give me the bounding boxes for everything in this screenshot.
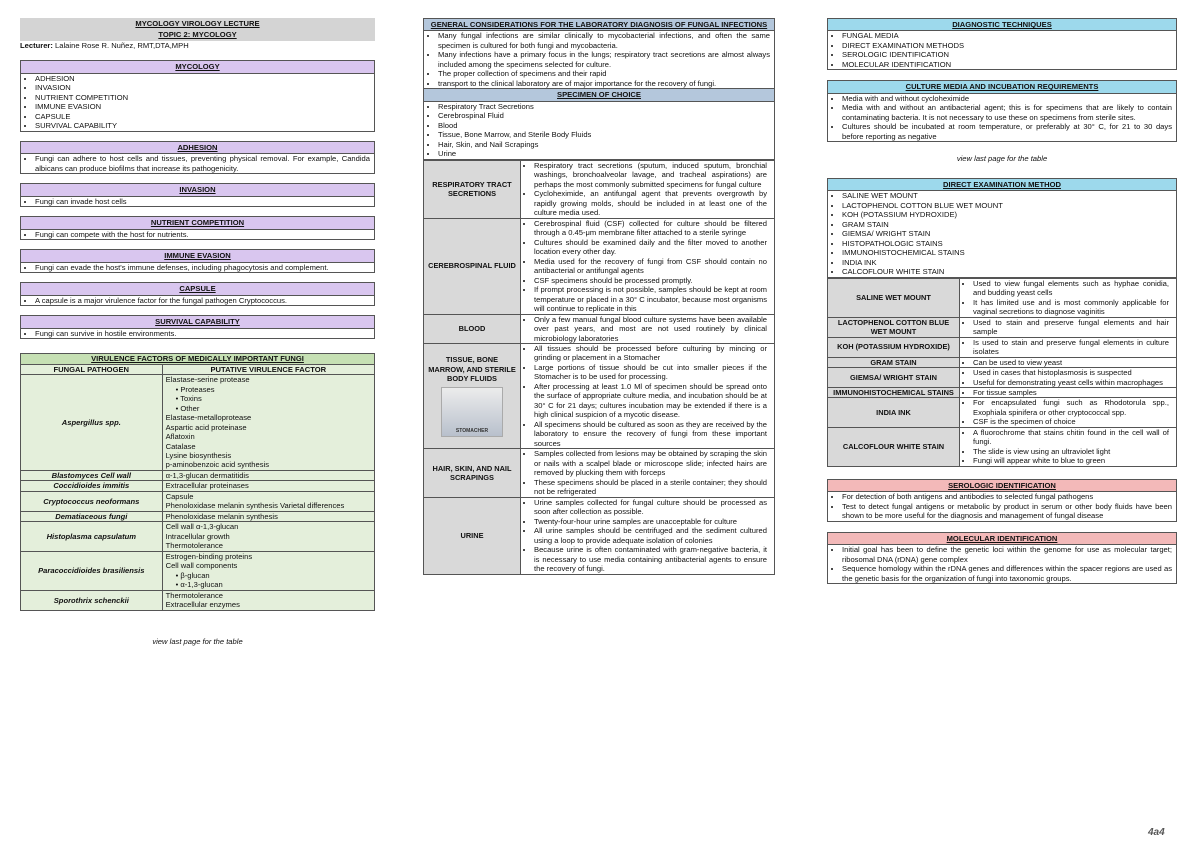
- direct-section: [827, 178, 1177, 467]
- specimen-header: SPECIMEN OF CHOICE: [423, 89, 775, 101]
- list-item: • Can be used to view yeast: [973, 358, 1169, 367]
- list-item: • HISTOPATHOLOGIC STAINS: [842, 239, 1172, 248]
- specimen-detail-cell: [521, 160, 775, 218]
- list-item: • KOH (POTASSIUM HYDROXIDE): [842, 210, 1172, 219]
- list-item: • INDIA INK: [842, 258, 1172, 267]
- list-item: • NUTRIENT COMPETITION: [35, 93, 370, 102]
- list-item: • SEROLOGIC IDENTIFICATION: [842, 50, 1172, 59]
- method-label: INDIA INK: [828, 398, 960, 427]
- list-item: • The slide is view using an ultraviolet light: [973, 447, 1169, 456]
- factor-item: Catalase: [165, 441, 196, 451]
- factor-cell: [162, 470, 374, 480]
- adhesion-header: ADHESION: [20, 141, 375, 154]
- list-item: • After processing at least 1.0 Ml of specimen should be spread onto the surface of appropriate culture media, and incubation should be at 30° C for 21 days; cultures incubation may be extended if there is a high clinical suspicion of a mycotic disease.: [534, 382, 767, 420]
- specimen-label: TISSUE, BONE MARROW, AND STERILE BODY FLUIDS: [428, 355, 516, 383]
- specimen-label: RESPIRATORY TRACT SECRETIONS: [432, 179, 512, 199]
- method-label: IMMUNOHISTOCHEMICAL STAINS: [828, 387, 960, 397]
- list-item: • GIEMSA/ WRIGHT STAIN: [842, 229, 1172, 238]
- table-row: [21, 590, 375, 610]
- factor-item: α-1,3-glucan dermatitidis: [165, 470, 249, 480]
- specimen-detail-cell: [521, 314, 775, 343]
- list-item: • Cultures should be examined daily and the filter moved to another location every other day.: [534, 238, 767, 257]
- list-item: • Media used for the recovery of fungi from CSF should contain no antibacterial or antifungal agents: [534, 257, 767, 276]
- invasion-text: • Fungi can invade host cells: [35, 197, 370, 206]
- factor-item: • Proteases: [175, 384, 215, 394]
- list-item: • A fluorochrome that stains chitin found in the cell wall of fungi.: [973, 428, 1169, 447]
- specimen-label-cell: [424, 449, 521, 497]
- table-row: [21, 522, 375, 551]
- pathogen-cell: Coccidioides immitis: [21, 481, 163, 491]
- mycology-list: [21, 74, 374, 131]
- list-item: • Initial goal has been to define the genetic loci within the genome for use as molecular target; ribosomal DNA (rDNA) gene complex: [842, 545, 1172, 564]
- list-item: • All specimens should be cultured as soon as they are received by the laboratory to ensure the recovery of fungi from these important sources: [534, 420, 767, 448]
- list-item: • DIRECT EXAMINATION METHODS: [842, 41, 1172, 50]
- factor-item: Estrogen-binding proteins: [165, 551, 253, 561]
- list-item: • Sequence homology within the rDNA genes and differences within the spacer regions are used as the genetic basis for the organization of fungi into taxonomic groups.: [842, 564, 1172, 583]
- list-item: • The proper collection of specimens and their rapid: [438, 69, 770, 78]
- survival-header: SURVIVAL CAPABILITY: [20, 315, 375, 328]
- table-row: [21, 375, 375, 471]
- factor-item: • β-glucan: [175, 570, 210, 580]
- diag-header: DIAGNOSTIC TECHNIQUES: [827, 18, 1177, 31]
- method-label: GRAM STAIN: [828, 357, 960, 367]
- factor-item: Cell wall α-1,3-glucan: [165, 522, 239, 532]
- invasion-section: [20, 183, 375, 207]
- factor-item: Thermotolerance: [165, 590, 223, 600]
- method-detail-cell: [960, 317, 1177, 337]
- list-item: • SURVIVAL CAPABILITY: [35, 121, 370, 130]
- lecturer-line: [20, 41, 375, 50]
- factor-cell: [162, 511, 374, 521]
- table-row: [424, 218, 775, 314]
- list-item: • These specimens should be placed in a sterile container; they should not be refrigerated: [534, 478, 767, 497]
- general-list: [424, 31, 774, 88]
- list-item: • It has limited use and is most commonly applicable for vaginal secretions to diagnose vaginitis: [973, 298, 1169, 317]
- list-item: • Large portions of tissue should be cut into smaller pieces if the Stomacher is to be used for processing.: [534, 363, 767, 382]
- method-label: CALCOFLOUR WHITE STAIN: [828, 427, 960, 466]
- list-item: • Media with and without cycloheximide: [842, 94, 1172, 103]
- table-row: [424, 497, 775, 574]
- column-left: [20, 18, 375, 646]
- list-item: • IMMUNOHISTOCHEMICAL STAINS: [842, 248, 1172, 257]
- factor-item: Elastase-metalloprotease: [165, 413, 252, 423]
- list-item: • Tissue, Bone Marrow, and Sterile Body Fluids: [438, 130, 770, 139]
- topic-title: TOPIC 2: MYCOLOGY: [20, 29, 375, 40]
- list-item: • Many fungal infections are similar clinically to mycobacterial infections, and often the same specimen is cultured for both fungi and mycobacteria.: [438, 31, 770, 50]
- list-item: • LACTOPHENOL COTTON BLUE WET MOUNT: [842, 201, 1172, 210]
- serologic-header: SEROLOGIC IDENTIFICATION: [827, 479, 1177, 492]
- stomacher-image: [441, 387, 503, 437]
- direct-header: DIRECT EXAMINATION METHOD: [827, 178, 1177, 191]
- lecturer-name: Lalaine Rose R. Nuñez, RMT,DTA,MPH: [55, 40, 189, 50]
- survival-section: [20, 315, 375, 339]
- list-item: • Respiratory tract secretions (sputum, induced sputum, bronchial washings, bronchoalveolar lavage, and tracheal aspirations) are perhaps the most commonly submitted specimens for fungal culture: [534, 161, 767, 189]
- list-item: • Cultures should be incubated at room temperature, or preferably at 30° C, for 21 to 30 days before reporting as negative: [842, 122, 1172, 141]
- immune-text: • Fungi can evade the host's immune defenses, including phagocytosis and complement.: [35, 263, 370, 272]
- nutrient-section: [20, 216, 375, 240]
- method-detail-cell: [960, 387, 1177, 397]
- immune-section: [20, 249, 375, 273]
- invasion-header: INVASION: [20, 183, 375, 196]
- list-item: • SALINE WET MOUNT: [842, 191, 1172, 200]
- factor-item: Elastase-serine protease: [165, 375, 250, 385]
- list-item: • Only a few manual fungal blood culture systems have been available over past years, and most are not used routinely by clinical microbiology laboratories: [534, 315, 767, 343]
- col-header-pathogen: FUNGAL PATHOGEN: [21, 364, 163, 374]
- factor-item: Capsule: [165, 491, 194, 501]
- col-header-factor: PUTATIVE VIRULENCE FACTOR: [162, 364, 374, 374]
- specimen-label: HAIR, SKIN, AND NAIL SCRAPINGS: [432, 463, 512, 483]
- mycology-header: MYCOLOGY: [20, 60, 375, 73]
- factor-item: • α-1,3-glucan: [175, 580, 223, 590]
- adhesion-section: [20, 141, 375, 174]
- culture-header: CULTURE MEDIA AND INCUBATION REQUIREMENTS: [827, 80, 1177, 93]
- specimen-detail-cell: [521, 497, 775, 574]
- factor-cell: [162, 522, 374, 551]
- method-label: KOH (POTASSIUM HYDROXIDE): [828, 337, 960, 357]
- factor-item: Extracellular enzymes: [165, 600, 240, 610]
- general-header: GENERAL CONSIDERATIONS FOR THE LABORATORY DIAGNOSIS OF FUNGAL INFECTIONS: [423, 18, 775, 31]
- culture-section: [827, 80, 1177, 142]
- method-detail-cell: [960, 357, 1177, 367]
- method-detail-cell: [960, 398, 1177, 427]
- capsule-section: [20, 282, 375, 306]
- factor-item: Aflatoxin: [165, 432, 195, 442]
- list-item: • Useful for demonstrating yeast cells within macrophages: [973, 378, 1169, 387]
- survival-text: • Fungi can survive in hostile environments.: [35, 329, 370, 338]
- specimen-label: URINE: [460, 531, 484, 541]
- molecular-header: MOLECULAR IDENTIFICATION: [827, 532, 1177, 545]
- lecture-title: MYCOLOGY VIROLOGY LECTURE: [20, 18, 375, 29]
- method-detail-cell: [960, 337, 1177, 357]
- list-item: • CALCOFLOUR WHITE STAIN: [842, 267, 1172, 276]
- table-row: [828, 278, 1177, 317]
- molecular-section: [827, 532, 1177, 584]
- list-item: • Blood: [438, 121, 770, 130]
- factor-cell: [162, 481, 374, 491]
- factor-cell: [162, 590, 374, 610]
- method-label: GIEMSA/ WRIGHT STAIN: [828, 368, 960, 388]
- table-row: [828, 368, 1177, 388]
- factor-item: Cell wall components: [165, 561, 238, 571]
- factor-cell: [162, 375, 374, 471]
- specimen-label-cell: [424, 497, 521, 574]
- table-row: [21, 511, 375, 521]
- list-item: • Cerebrospinal Fluid: [438, 111, 770, 120]
- pathogen-cell: Blastomyces Cell wall: [21, 470, 163, 480]
- table-row: [828, 317, 1177, 337]
- pathogen-cell: Dematiaceous fungi: [21, 511, 163, 521]
- list-item: • CSF is the specimen of choice: [973, 417, 1169, 426]
- list-item: • Twenty-four-hour urine samples are unacceptable for culture: [534, 517, 767, 526]
- list-item: • For tissue samples: [973, 388, 1169, 397]
- list-item: • Many infections have a primary focus in the lungs; respiratory tract secretions are almost always included among the specimens selected for culture.: [438, 50, 770, 69]
- immune-header: IMMUNE EVASION: [20, 249, 375, 262]
- mycology-section: [20, 60, 375, 131]
- table-row: [828, 427, 1177, 466]
- table-row: [828, 337, 1177, 357]
- factor-item: Intracellular growth: [165, 531, 230, 541]
- table-row: [21, 491, 375, 511]
- stomacher-caption: STOMACHER: [455, 427, 489, 434]
- list-item: • Because urine is often contaminated with gram-negative bacteria, it is necessary to use media containing antibacterial agents to ensure the recovery of fungi.: [534, 545, 767, 573]
- list-item: • Fungi will appear white to blue to green: [973, 456, 1169, 465]
- list-item: • Samples collected from lesions may be obtained by scraping the skin or nails with a scalpel blade or microscope slide; infected hairs are removed by plucking them with forceps: [534, 449, 767, 477]
- list-item: • INVASION: [35, 83, 370, 92]
- list-item: • Test to detect fungal antigens or metabolic by product in serum or other body fluids have been shown to be more useful for the diagnosis and management of fungal disease: [842, 502, 1172, 521]
- lecturer-label: Lecturer:: [20, 40, 53, 50]
- specimen-detail-cell: [521, 218, 775, 314]
- method-detail-cell: [960, 427, 1177, 466]
- list-item: • If prompt processing is not possible, samples should be kept at room temperature or placed in a 30° C incubator, because most organisms will continue to replicate in this: [534, 285, 767, 313]
- list-item: • ADHESION: [35, 74, 370, 83]
- list-item: • MOLECULAR IDENTIFICATION: [842, 60, 1172, 69]
- factor-item: Lysine biosynthesis: [165, 450, 232, 460]
- view-last-page-note: view last page for the table: [956, 154, 1048, 164]
- method-detail-cell: [960, 368, 1177, 388]
- virulence-header: VIRULENCE FACTORS OF MEDICALLY IMPORTANT FUNGI: [21, 354, 375, 364]
- table-row: [828, 398, 1177, 427]
- list-item: • Cerebrospinal fluid (CSF) collected for culture should be filtered through a 0.45-μm membrane filter attached to a sterile syringe: [534, 219, 767, 238]
- specimen-detail-cell: [521, 449, 775, 497]
- list-item: • Hair, Skin, and Nail Scrapings: [438, 140, 770, 149]
- list-item: • transport to the clinical laboratory are of major importance for the recovery of fungi.: [438, 79, 770, 88]
- list-item: • GRAM STAIN: [842, 220, 1172, 229]
- column-middle: [423, 18, 775, 575]
- factor-item: Phenoloxidase melanin synthesis Varietal differences: [165, 501, 345, 511]
- view-last-page-note: view last page for the table: [152, 636, 243, 646]
- method-detail-cell: [960, 278, 1177, 317]
- column-right: [827, 18, 1177, 584]
- list-item: • Respiratory Tract Secretions: [438, 102, 770, 111]
- list-item: • Media with and without an antibacterial agent; this is for specimens that are likely to contain contaminating bacteria. It is not necessary to use these on specimens from sterile sites.: [842, 103, 1172, 122]
- list-item: • Used to view fungal elements such as hyphae conidia, and budding yeast cells: [973, 279, 1169, 298]
- list-item: • CSF specimens should be processed promptly.: [534, 276, 767, 285]
- factor-item: • Toxins: [175, 394, 202, 404]
- table-row: [424, 160, 775, 218]
- capsule-header: CAPSULE: [20, 282, 375, 295]
- studocu-logo: 4a4: [1148, 827, 1165, 838]
- table-row: [21, 470, 375, 480]
- specimen-detail-cell: [521, 343, 775, 448]
- table-row: [21, 551, 375, 590]
- pathogen-cell: Aspergillus spp.: [21, 375, 163, 471]
- capsule-text: • A capsule is a major virulence factor for the fungal pathogen Cryptococcus.: [35, 296, 370, 305]
- list-item: • Is used to stain and preserve fungal elements in culture isolates: [973, 338, 1169, 357]
- factor-cell: [162, 491, 374, 511]
- factor-cell: [162, 551, 374, 590]
- table-row: [828, 357, 1177, 367]
- specimen-list: [424, 102, 774, 159]
- list-item: • IMMUNE EVASION: [35, 102, 370, 111]
- list-item: • Used in cases that histoplasmosis is suspected: [973, 368, 1169, 377]
- table-row: [424, 343, 775, 448]
- list-item: • All tissues should be processed before culturing by mincing or grinding or placement in a Stomacher: [534, 344, 767, 363]
- list-item: • Cycloheximide, an antifungal agent that prevents overgrowth by rapidly growing molds, should be included in at least one of the culture media used.: [534, 189, 767, 217]
- pathogen-cell: Paracoccidioides brasiliensis: [21, 551, 163, 590]
- virulence-table: [20, 353, 375, 611]
- direct-table: [827, 278, 1177, 467]
- list-item: • For detection of both antigens and antibodies to selected fungal pathogens: [842, 492, 1172, 501]
- specimen-label-cell: [424, 218, 521, 314]
- specimen-table: [423, 160, 775, 575]
- factor-item: Thermotolerance: [165, 541, 223, 551]
- specimen-label: BLOOD: [458, 324, 486, 334]
- method-label: SALINE WET MOUNT: [828, 278, 960, 317]
- table-row: [21, 481, 375, 491]
- list-item: • All urine samples should be centrifuged and the sediment cultured using a loop to provide adequate isolation of colonies: [534, 526, 767, 545]
- specimen-label-cell: [424, 343, 521, 448]
- list-item: • For encapsulated fungi such as Rhodotorula spp., Exophiala spinifera or other cryptococcal spp.: [973, 398, 1169, 417]
- method-label: LACTOPHENOL COTTON BLUE WET MOUNT: [828, 317, 960, 337]
- serologic-section: [827, 479, 1177, 522]
- factor-item: Phenoloxidase melanin synthesis: [165, 511, 278, 521]
- specimen-label-cell: [424, 314, 521, 343]
- table-row: [424, 314, 775, 343]
- factor-item: p-aminobenzoic acid synthesis: [165, 460, 270, 470]
- list-item: • CAPSULE: [35, 112, 370, 121]
- specimen-label: CEREBROSPINAL FLUID: [428, 261, 516, 271]
- nutrient-text: • Fungi can compete with the host for nutrients.: [35, 230, 370, 239]
- factor-item: Aspartic acid proteinase: [165, 422, 247, 432]
- list-item: • FUNGAL MEDIA: [842, 31, 1172, 40]
- pathogen-cell: Histoplasma capsulatum: [21, 522, 163, 551]
- pathogen-cell: Sporothrix schenckii: [21, 590, 163, 610]
- nutrient-header: NUTRIENT COMPETITION: [20, 216, 375, 229]
- factor-item: • Other: [175, 403, 200, 413]
- factor-item: Extracellular proteinases: [165, 481, 249, 491]
- pathogen-cell: Cryptococcus neoformans: [21, 491, 163, 511]
- adhesion-text: • Fungi can adhere to host cells and tissues, preventing physical removal. For example, Candida albicans can produce biofilms that increase its pathogenicity.: [35, 154, 370, 173]
- table-row: [424, 449, 775, 497]
- virulence-section: [20, 353, 375, 611]
- list-item: • Used to stain and preserve fungal elements and hair sample: [973, 318, 1169, 337]
- diag-section: [827, 18, 1177, 70]
- specimen-label-cell: [424, 160, 521, 218]
- list-item: • Urine samples collected for fungal culture should be processed as soon after collection as possible.: [534, 498, 767, 517]
- table-row: [828, 387, 1177, 397]
- list-item: • Urine: [438, 149, 770, 158]
